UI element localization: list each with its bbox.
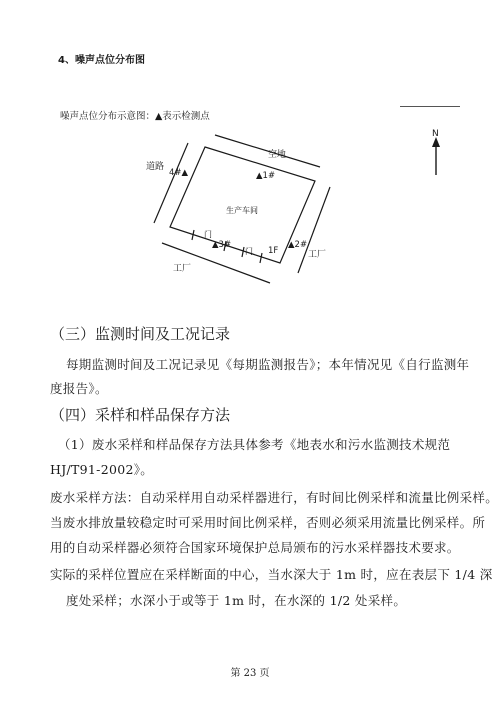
door2-tick-a xyxy=(242,247,244,257)
road-label: 道路 xyxy=(146,162,165,172)
para-stable: 当废水排放量较稳定时可采用时间比例采样，否则必须采用流量比例采样。所 xyxy=(50,515,486,530)
para-ref-line1: （1）废水采样和样品保存方法具体参考《地表水和污水监测技术规范 xyxy=(58,437,451,452)
section4-title: 4、噪声点位分布图 xyxy=(58,55,145,66)
noise-point-diagram xyxy=(140,125,460,290)
para-position-line2: 度处采样；水深小于或等于 1m 时，在水深的 1/2 处采样。 xyxy=(66,593,407,608)
para-monitor-line2: 度报告》。 xyxy=(50,381,108,396)
workshop-label: 生产车间 xyxy=(226,206,258,215)
para-position-line1: 实际的采样位置应在采样断面的中心，当水深大于 1m 时，应在表层下 1/4 深 xyxy=(50,567,493,582)
heading-sampling-method: （四）采样和样品保存方法 xyxy=(50,406,231,424)
heading-monitoring-time: （三）监测时间及工况记录 xyxy=(50,325,231,343)
vacant-label: 空地 xyxy=(268,150,287,160)
floor-label: 1F xyxy=(268,246,279,256)
factory-left-label: 工厂 xyxy=(173,264,192,274)
diagram-caption: 噪声点位分布示意图：▲表示检测点 xyxy=(60,111,210,122)
para-ref-line2: HJ/T91-2002》。 xyxy=(50,462,154,477)
factory-right-label: 工厂 xyxy=(308,250,327,260)
point1-label: ▲1# xyxy=(256,171,276,181)
door1-label: 门 xyxy=(204,230,212,239)
point2-label: ▲2# xyxy=(288,240,308,250)
para-monitor-line1: 每期监测时间及工况记录见《每期监测报告》；本年情况见《自行监测年 xyxy=(66,357,470,372)
north-label: N xyxy=(432,129,439,139)
para-device: 用的自动采样器必须符合国家环境保护总局颁布的污水采样器技术要求。 xyxy=(50,540,460,555)
point3-label: ▲3# xyxy=(212,240,232,250)
point4-label: 4#▲ xyxy=(169,168,189,178)
door2-tick-b xyxy=(260,253,262,263)
caption-rule xyxy=(400,106,460,107)
road-line xyxy=(154,143,188,223)
factory-right-line xyxy=(298,187,330,273)
page-number: 第 23 页 xyxy=(230,668,270,679)
para-method: 废水采样方法：自动采样用自动采样器进行，有时间比例采样和流量比例采样。 xyxy=(50,490,499,505)
door2-label: 门 xyxy=(245,247,253,256)
